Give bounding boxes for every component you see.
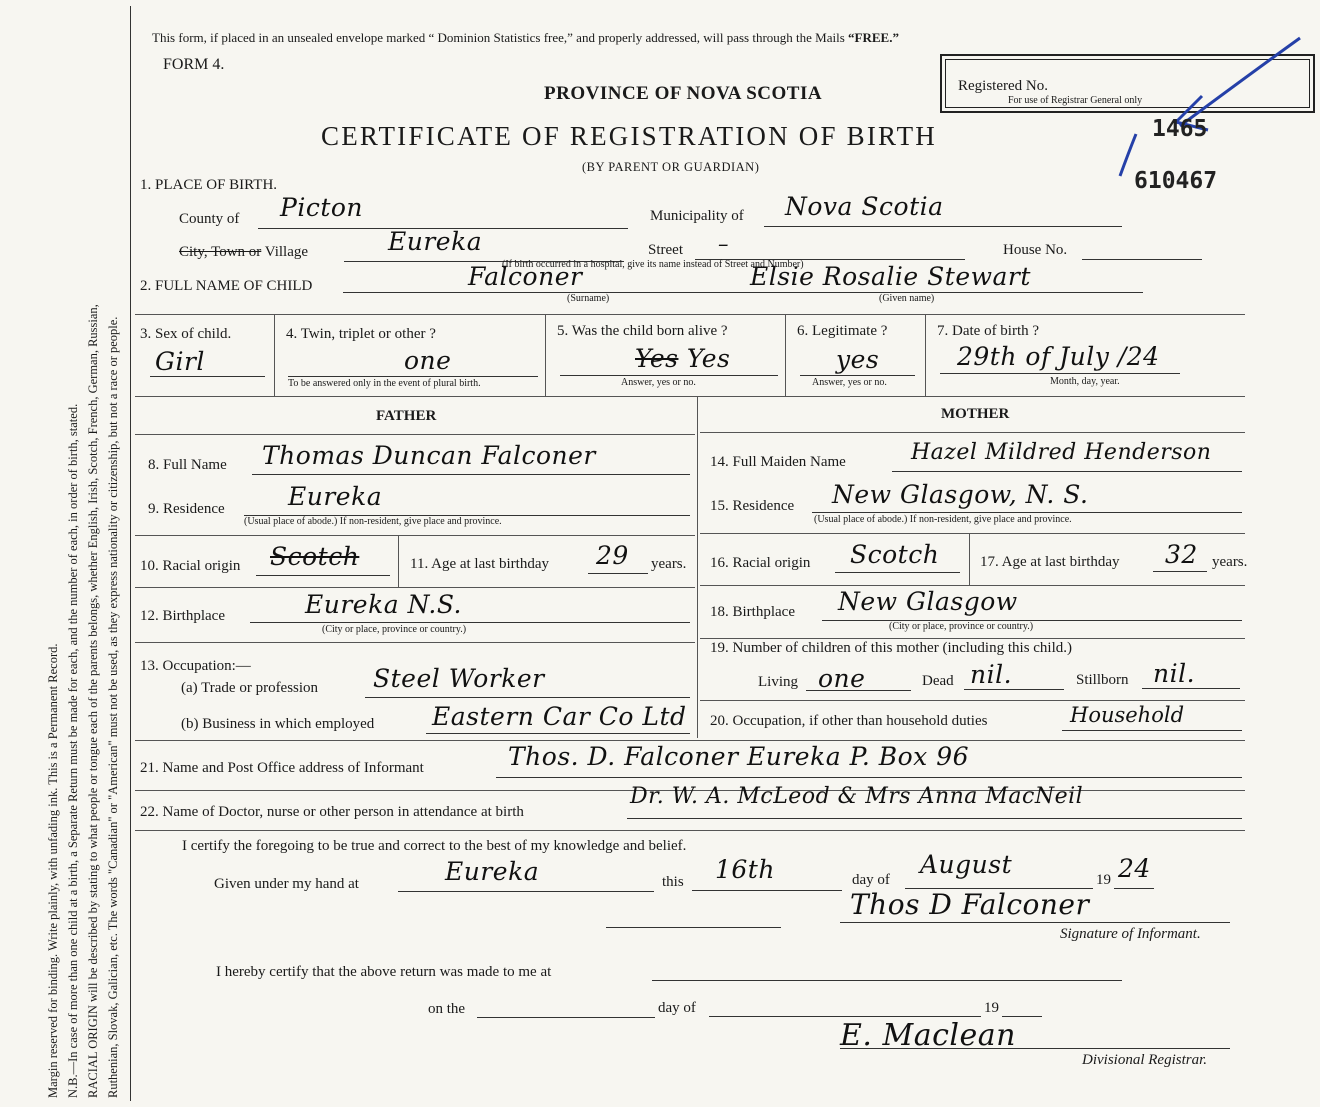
registrar-day-of-label: day of <box>658 1000 696 1016</box>
stamp-number-2: 610467 <box>1134 168 1218 194</box>
registrar-signature-caption: Divisional Registrar. <box>1082 1052 1208 1068</box>
date-of-birth-label: 7. Date of birth ? <box>937 323 1040 339</box>
county-label: County of <box>179 211 240 227</box>
father-racial-value: Scotch <box>270 542 360 571</box>
registrar-on-the-label: on the <box>428 1001 466 1017</box>
father-birthplace-label: 12. Birthplace <box>140 608 225 624</box>
mother-occupation-label: 20. Occupation, if other than household duties <box>710 713 988 729</box>
given-place-value: Eureka <box>445 857 540 886</box>
this-label: this <box>662 874 684 890</box>
given-month-value: August <box>920 850 1013 879</box>
form-number: FORM 4. <box>163 56 225 73</box>
municipality-value: Nova Scotia <box>785 192 944 221</box>
living-value: one <box>818 664 866 693</box>
certificate-subtitle: (BY PARENT OR GUARDIAN) <box>582 160 760 174</box>
sex-label: 3. Sex of child. <box>140 326 232 342</box>
given-day-of-label: day of <box>852 872 890 888</box>
father-birthplace-note: (City or place, province or country.) <box>322 624 467 635</box>
margin-rule <box>130 6 131 1101</box>
twin-note: To be answered only in the event of plural birth. <box>288 378 481 389</box>
doctor-value: Dr. W. A. McLeod & Mrs Anna MacNeil <box>630 784 1084 809</box>
mother-residence-label: 15. Residence <box>710 498 795 514</box>
given-year-value: 24 <box>1118 854 1151 883</box>
born-alive-value: Yes Yes <box>635 344 731 373</box>
margin-note-binding: Margin reserved for binding. Write plainly, with unfading ink. This is a Permanent Record. <box>46 643 60 1098</box>
born-alive-label: 5. Was the child born alive ? <box>557 323 728 339</box>
house-number-label: House No. <box>1003 242 1068 258</box>
mother-age-value: 32 <box>1165 540 1198 569</box>
street-value: – <box>718 232 729 256</box>
mother-birthplace-label: 18. Birthplace <box>710 604 795 620</box>
father-business-label: (b) Business in which employed <box>181 716 375 732</box>
father-residence-value: Eureka <box>288 482 383 511</box>
certificate-title: CERTIFICATE OF REGISTRATION OF BIRTH <box>321 121 937 151</box>
hospital-note: (If birth occurred in a hospital, give its name instead of Street and Number) <box>502 259 804 270</box>
dead-label: Dead <box>922 673 954 689</box>
father-trade-label: (a) Trade or profession <box>181 680 319 696</box>
village-value: Eureka <box>388 227 483 256</box>
mother-racial-label: 16. Racial origin <box>710 555 811 571</box>
mother-birthplace-value: New Glasgow <box>838 587 1018 616</box>
mother-heading: MOTHER <box>941 406 1010 422</box>
margin-note-racial-origin-cont: Ruthenian, Slovak, Galician, etc. The words "Canadian" or "American" must not be used, as they express nationality or citizenship, but not a race or people. <box>106 316 120 1098</box>
mother-residence-value: New Glasgow, N. S. <box>832 480 1089 509</box>
given-under-label: Given under my hand at <box>214 876 359 892</box>
village-label: City, Town or Village <box>179 244 309 260</box>
stillborn-value: nil. <box>1153 659 1196 688</box>
born-alive-note: Answer, yes or no. <box>621 377 696 388</box>
informant-signature: Thos D Falconer <box>850 888 1090 921</box>
twin-label: 4. Twin, triplet or other ? <box>286 326 436 342</box>
date-of-birth-note: Month, day, year. <box>1050 376 1120 387</box>
certify-text: I certify the foregoing to be true and correct to the best of my knowledge and belief. <box>182 838 687 854</box>
child-name-label: 2. FULL NAME OF CHILD <box>140 278 313 294</box>
doctor-label: 22. Name of Doctor, nurse or other person in attendance at birth <box>140 804 524 820</box>
father-age-value: 29 <box>596 541 629 570</box>
mother-occupation-value: Household <box>1070 703 1185 727</box>
mother-age-years: years. <box>1212 554 1248 570</box>
margin-note-racial-origin: RACIAL ORIGIN will be described by stating to what people or tongue each of the parents belongs, whether English, Irish, Scotch, French, German, Russian, <box>86 304 100 1098</box>
legitimate-value: yes <box>836 345 880 374</box>
mother-racial-value: Scotch <box>850 540 940 569</box>
place-of-birth-label: 1. PLACE OF BIRTH. <box>140 177 278 193</box>
registered-number-label: Registered No. <box>958 78 1048 94</box>
postal-note: This form, if placed in an unsealed envelope marked “ Dominion Statistics free,” and properly addressed, will pass through the Mails “FREE.” <box>152 30 899 45</box>
stamp-number-1: 1465 <box>1152 116 1208 142</box>
father-name-value: Thomas Duncan Falconer <box>262 441 596 470</box>
stillborn-label: Stillborn <box>1076 672 1129 688</box>
living-label: Living <box>758 674 798 690</box>
legitimate-label: 6. Legitimate ? <box>797 323 888 339</box>
mother-children-label: 19. Number of children of this mother (including this child.) <box>710 640 1073 656</box>
father-racial-label: 10. Racial origin <box>140 558 241 574</box>
municipality-label: Municipality of <box>650 208 744 224</box>
margin-note-multiple-births: N.B.—In case of more than one child at a birth, a Separate Return must be made for each, and the number of each, in order of birth, stated. <box>66 403 80 1098</box>
registrar-certify-text: I hereby certify that the above return was made to me at <box>216 964 552 980</box>
child-given-name: Elsie Rosalie Stewart <box>750 262 1031 291</box>
informant-signature-caption: Signature of Informant. <box>1060 926 1201 942</box>
date-of-birth-value: 29th of July /24 <box>957 342 1160 371</box>
child-surname: Falconer <box>468 262 583 291</box>
given-year-prefix: 19 <box>1096 872 1111 888</box>
father-age-label: 11. Age at last birthday <box>410 556 549 572</box>
mother-name-label: 14. Full Maiden Name <box>710 454 846 470</box>
father-residence-note: (Usual place of abode.) If non-resident, give place and province. <box>244 516 502 527</box>
legitimate-note: Answer, yes or no. <box>812 377 887 388</box>
mother-birthplace-note: (City or place, province or country.) <box>889 621 1034 632</box>
mother-name-value: Hazel Mildred Henderson <box>911 440 1212 465</box>
twin-value: one <box>404 346 452 375</box>
county-value: Picton <box>280 193 364 222</box>
father-occupation-label: 13. Occupation:— <box>140 658 251 674</box>
surname-caption: (Surname) <box>567 293 610 304</box>
registrar-general-note: For use of Registrar General only <box>1008 95 1143 106</box>
registrar-year-prefix: 19 <box>984 1000 999 1016</box>
father-residence-label: 9. Residence <box>148 501 225 517</box>
street-label: Street <box>648 242 683 258</box>
father-name-label: 8. Full Name <box>148 457 227 473</box>
father-trade-value: Steel Worker <box>373 664 545 693</box>
dead-value: nil. <box>970 660 1013 689</box>
father-heading: FATHER <box>376 408 437 424</box>
father-business-value: Eastern Car Co Ltd <box>432 702 687 731</box>
province-heading: PROVINCE OF NOVA SCOTIA <box>544 83 823 104</box>
father-age-years: years. <box>651 556 687 572</box>
father-birthplace-value: Eureka N.S. <box>305 590 463 619</box>
informant-value: Thos. D. Falconer Eureka P. Box 96 <box>508 742 970 771</box>
sex-value: Girl <box>155 347 205 376</box>
informant-label: 21. Name and Post Office address of Informant <box>140 760 424 776</box>
given-day-value: 16th <box>715 855 775 884</box>
mother-age-label: 17. Age at last birthday <box>980 554 1120 570</box>
mother-residence-note: (Usual place of abode.) If non-resident, give place and province. <box>814 514 1072 525</box>
given-name-caption: (Given name) <box>879 293 935 304</box>
registrar-signature: E. Maclean <box>840 1018 1016 1053</box>
